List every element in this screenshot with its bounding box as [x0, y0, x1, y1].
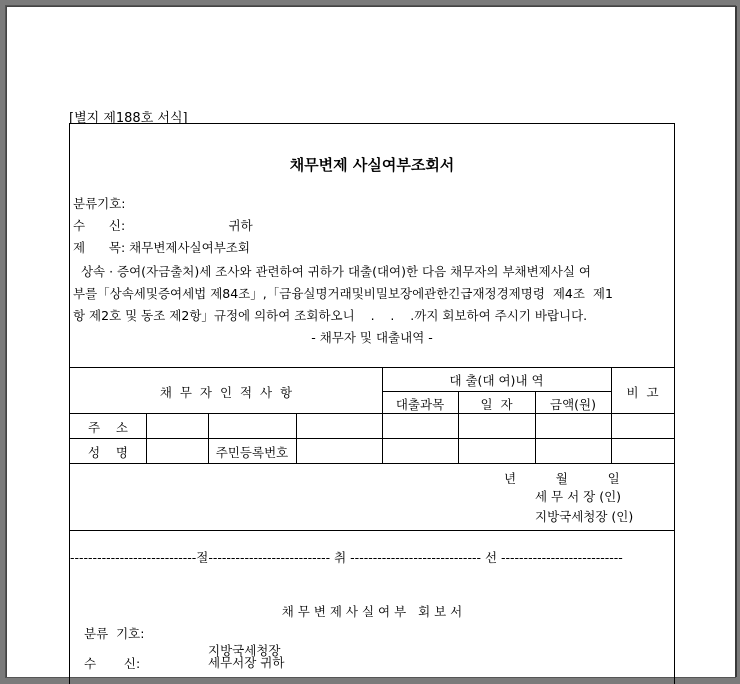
table-top-border: [70, 367, 674, 368]
class-code-field: 분류기호:: [73, 196, 126, 211]
address-label: 주 소: [87, 420, 129, 435]
cut-line: ----------------------------절--------------------------- 취 ----------------------------- 선 ---------------------------: [70, 550, 623, 565]
remarks-header: 비 고: [626, 385, 659, 400]
recipient-field: 수 신: 귀하: [73, 218, 253, 233]
table-bottom-border: [70, 463, 674, 464]
reply-recipient-line-2: 세무서장 귀하: [208, 655, 285, 670]
loan-type-header: 대출과목: [395, 397, 445, 412]
table-divider: [611, 367, 612, 463]
reply-recipient-line-1: 지방국세청장: [208, 643, 281, 658]
loan-amount-header: 금액(원): [550, 397, 596, 412]
reply-class-code: 분류 기호:: [84, 626, 145, 641]
document-title: 채무변제 사실여부조회서: [289, 156, 455, 174]
resident-id-label: 주민등록번호: [215, 445, 289, 460]
regional-head-seal: 지방국세청장 (인): [535, 509, 634, 524]
table-divider: [296, 413, 297, 463]
loan-details-header: 대 출(대 여)내 역: [449, 373, 544, 388]
date-line: 년 월 일: [504, 471, 620, 486]
table-divider: [70, 438, 674, 439]
paragraph-line-2: 부를「상속세및증여세법 제84조」,「금융실명거래및비밀보장에관한긴급재정경제명령 제4조 제1: [73, 286, 613, 301]
debtor-info-header: 채 무 자 인 적 사 항: [159, 385, 293, 400]
table-divider: [146, 413, 147, 463]
name-label: 성 명: [87, 445, 129, 460]
signature-divider: [70, 530, 674, 531]
subject-field: 제 목: 채무변제사실여부조회: [73, 240, 250, 255]
paragraph-line-3: 항 제2호 및 동조 제2항」규정에 의하여 조회하오니 . . .까지 회보하여 주시기 바랍니다.: [73, 308, 588, 323]
loan-date-header: 일 자: [480, 397, 513, 412]
section-heading: - 채무자 및 대출내역 -: [311, 330, 433, 345]
tax-office-head-seal: 세 무 서 장 (인): [535, 489, 622, 504]
reply-recipient-label: 수 신:: [84, 656, 141, 671]
reply-title: 채 무 변 제 사 실 여 부 회 보 서: [281, 604, 463, 619]
form-frame: [69, 123, 675, 684]
table-divider: [70, 413, 674, 414]
table-divider: [382, 391, 611, 392]
paragraph-line-1: 상속 · 증여(자금출처)세 조사와 관련하여 귀하가 대출(대여)한 다음 채무자의 부채변제사실 여: [73, 264, 591, 279]
form-number-label: [별지 제188호 서식]: [69, 111, 188, 126]
